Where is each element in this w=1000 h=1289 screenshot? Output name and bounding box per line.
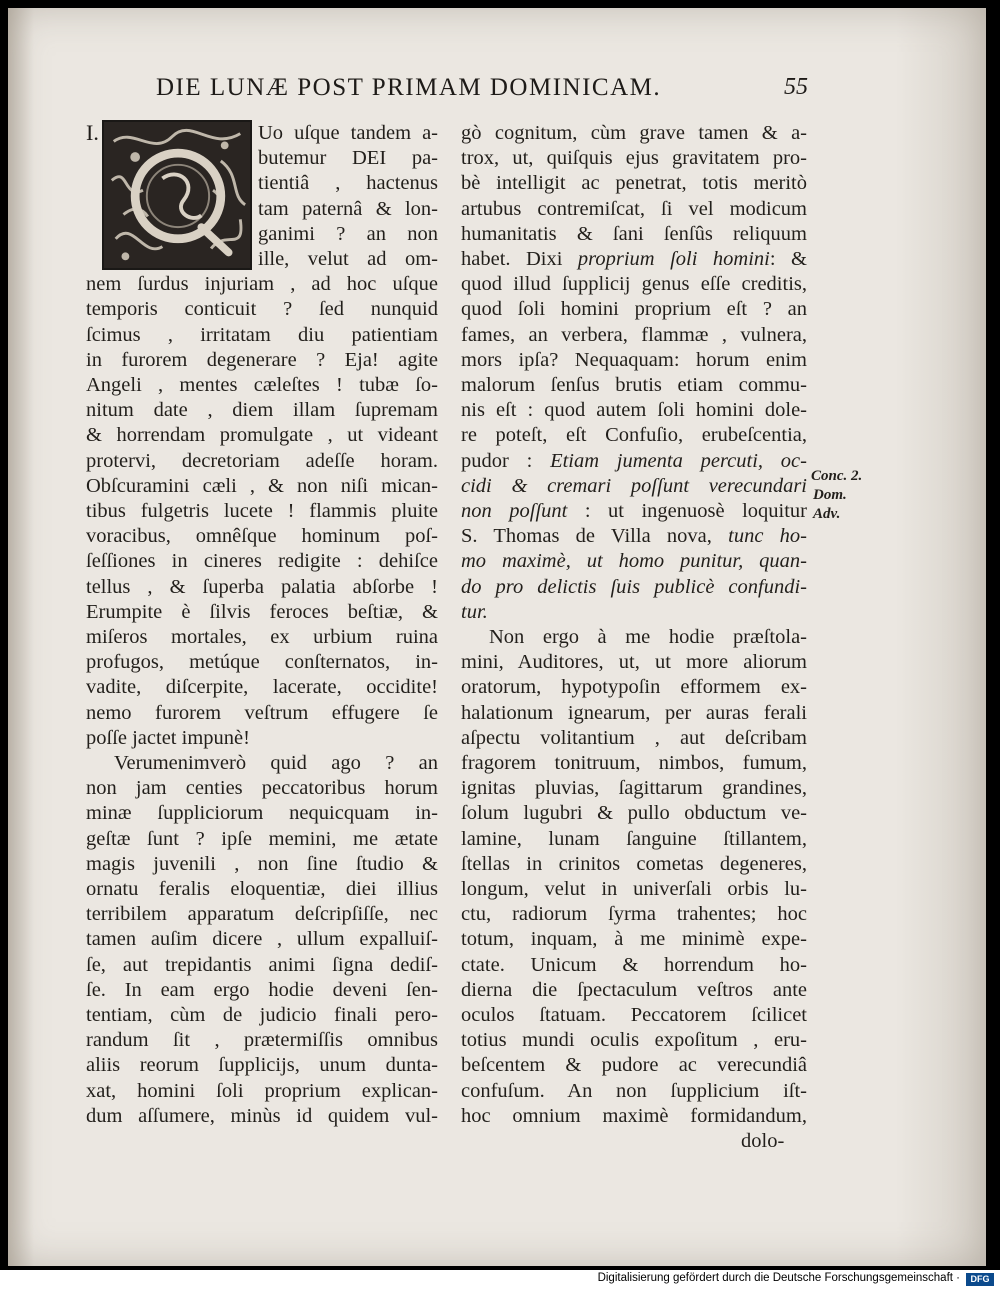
text-line bbox=[461, 448, 807, 474]
text-run: : & bbox=[769, 248, 807, 270]
text-line: tam paternâ & lon- bbox=[258, 197, 438, 220]
text-line bbox=[461, 926, 807, 952]
text-line: non jam centies peccatoribus horum bbox=[86, 777, 438, 800]
text-run: oratorum, hypotypoſin efformem ex- bbox=[461, 676, 807, 699]
text-line bbox=[461, 422, 807, 448]
text-line bbox=[461, 397, 807, 423]
text-line: ſe. In eam ergo hodie deveni ſen- bbox=[86, 978, 438, 1001]
text-line: Angeli , mentes cæleſtes ! tubæ ſo- bbox=[86, 374, 438, 396]
text-run: malorum ſenſus brutis etiam commu- bbox=[461, 374, 807, 396]
text-run: fames, an verbera, flammæ , vulnera, bbox=[461, 323, 807, 346]
text-line bbox=[741, 1128, 807, 1154]
text-line bbox=[461, 977, 807, 1003]
text-line bbox=[461, 599, 807, 625]
text-run: hoc omnium maximè formidandum, bbox=[461, 1104, 807, 1127]
text-line: miſeros mortales, ex urbium ruina bbox=[86, 626, 438, 648]
italic-run: mo maximè, ut homo punitur, quan- bbox=[461, 550, 807, 573]
text-run: artubus contremiſcat, ſi vel modicum bbox=[461, 197, 807, 220]
text-line: ſcimus , irritatam diu patientiam bbox=[86, 323, 438, 346]
running-title: DIE LUNÆ POST PRIMAM DOMINICAM. bbox=[156, 74, 662, 101]
text-line: nemo furorem veſtrum effugere ſe bbox=[86, 701, 438, 724]
text-line bbox=[461, 120, 807, 146]
text-line: geſtæ ſunt ? ipſe memini, me ætate bbox=[86, 827, 438, 850]
text-line bbox=[461, 952, 807, 978]
text-line: ſeſſiones in cineres redigite : dehiſce bbox=[86, 550, 438, 573]
text-run: humanitatis & ſani ſenſûs reliquum bbox=[461, 222, 807, 245]
running-header bbox=[8, 74, 986, 114]
text-line: tellus , & ſuperba palatia abſorbe ! bbox=[86, 575, 438, 598]
text-line: ſe, aut trepidantis animi ſigna dediſ- bbox=[86, 953, 438, 976]
section-number: I. bbox=[86, 120, 99, 145]
text-line bbox=[461, 901, 807, 927]
text-run: ignitas pluvias, ſagittarum grandines, bbox=[461, 777, 807, 800]
book-page bbox=[8, 8, 986, 1266]
text-line bbox=[461, 574, 807, 600]
text-line bbox=[461, 826, 807, 852]
text-run: Non ergo à me hodie præſtola- bbox=[489, 626, 807, 648]
text-run: beſcentem & pudore ac verecundiâ bbox=[461, 1054, 807, 1077]
text-run: gò cognitum, cùm grave tamen & a- bbox=[461, 122, 807, 144]
text-line bbox=[461, 246, 807, 272]
text-line: terribilem apparatum deſcripſiſſe, nec bbox=[86, 903, 438, 926]
text-run: : ut ingenuosè loquitur bbox=[567, 500, 807, 522]
text-line bbox=[461, 372, 807, 398]
text-run: mini, Auditores, ut, ut more aliorum bbox=[461, 651, 807, 674]
text-line bbox=[461, 1002, 807, 1028]
text-line: nitum date , diem illam ſupremam bbox=[86, 399, 438, 422]
text-line: ornatu feralis eloquentiæ, diei illius bbox=[86, 878, 438, 900]
text-line: tamen auſim dicere , ullum expalluiſ- bbox=[86, 928, 438, 951]
text-line bbox=[461, 347, 807, 373]
text-run: quod ſoli homini proprium eſt ? an bbox=[461, 298, 807, 321]
text-line: tentiam, cùm de judicio finali pero- bbox=[86, 1004, 438, 1026]
text-line: aliis reorum ſupplicijs, unum dunta- bbox=[86, 1054, 438, 1077]
margin-note-line: Adv. bbox=[813, 506, 841, 522]
text-run: S. Thomas de Villa nova, bbox=[461, 525, 729, 548]
text-line bbox=[461, 851, 807, 877]
dfg-logo-icon: DFG bbox=[966, 1273, 994, 1286]
text-run: dolo- bbox=[741, 1130, 785, 1152]
text-line: dum aſſumere, minùs id quidem vul- bbox=[86, 1104, 438, 1127]
text-run: habet. Dixi bbox=[461, 248, 578, 270]
text-run: re poteſt, eſt Confuſio, erubeſcentia, bbox=[461, 424, 807, 447]
text-line bbox=[461, 1078, 807, 1104]
text-line bbox=[461, 145, 807, 171]
text-run: oculos ſtatuam. Peccatorem ſcilicet bbox=[461, 1004, 807, 1026]
text-run: ctu, radiorum ſyrma trahentes; hoc bbox=[461, 903, 807, 926]
text-line: xat, homini ſoli proprium explican- bbox=[86, 1079, 438, 1102]
italic-run: non poſſunt bbox=[461, 500, 568, 522]
text-line: magis juvenili , non ſine ſtudio & bbox=[86, 852, 438, 875]
decorated-initial-q-icon bbox=[102, 120, 252, 270]
text-line bbox=[461, 1027, 807, 1053]
text-line: protervi, decretoriam adeſſe horam. bbox=[86, 449, 438, 472]
text-run: nis eſt : quod autem ſoli homini dole- bbox=[461, 399, 807, 422]
text-line: nem ſurdus injuriam , ad hoc uſque bbox=[86, 273, 438, 296]
text-line: randum ſit , prætermiſſis omnibus bbox=[86, 1029, 438, 1052]
text-run: dierna die ſpectaculum veſtros ante bbox=[461, 978, 807, 1001]
text-run: fragorem tonitruum, nimbos, fumum, bbox=[461, 752, 807, 774]
text-run: confuſum. An non ſupplicium iſt- bbox=[461, 1079, 807, 1102]
text-line: Obſcuramini cæli , & non niſi mican- bbox=[86, 474, 438, 497]
italic-run: Etiam jumenta percuti, oc- bbox=[550, 449, 807, 472]
text-line: & horrendam promulgate , ut videant bbox=[86, 424, 438, 447]
text-run: pudor : bbox=[461, 449, 551, 472]
margin-note-line: Conc. 2. bbox=[811, 468, 863, 484]
text-line bbox=[461, 1052, 807, 1078]
text-run: mors ipſa? Nequaquam: horum enim bbox=[461, 348, 807, 371]
italic-run: proprium ſoli homini bbox=[577, 248, 770, 270]
text-run: trox, ut, quiſquis ejus gravitatem pro- bbox=[461, 147, 807, 170]
text-line bbox=[461, 548, 807, 574]
text-line bbox=[461, 649, 807, 675]
text-line bbox=[461, 170, 807, 196]
margin-note-line: Dom. bbox=[813, 487, 847, 503]
text-line bbox=[461, 296, 807, 322]
text-line bbox=[461, 674, 807, 700]
text-line: in furorem degenerare ? Eja! agite bbox=[86, 348, 438, 371]
text-run: longum, velut in univerſali orbis lu- bbox=[461, 878, 807, 900]
text-line: ille, velut ad om- bbox=[258, 248, 438, 270]
text-run: bè intelligit ac penetrat, totis meritò bbox=[461, 172, 807, 195]
funding-notice: Digitalisierung gefördert durch die Deutsche Forschungsgemeinschaft · bbox=[597, 1272, 960, 1284]
text-line: tientiâ , hactenus bbox=[258, 172, 438, 195]
text-run: totius mundi oculis expoſitum , eru- bbox=[461, 1029, 807, 1052]
text-line bbox=[461, 750, 807, 776]
text-line: poſſe jactet impunè! bbox=[86, 726, 250, 749]
italic-run: tunc ho- bbox=[728, 525, 807, 548]
italic-run: cidi & cremari poſſunt verecundari bbox=[461, 474, 807, 497]
text-line: tibus fulgetris lucete ! flammis pluite bbox=[86, 500, 438, 522]
text-line bbox=[461, 700, 807, 726]
text-run: ſtellas in crinitos cometas degeneres, bbox=[461, 852, 807, 875]
text-line: Uo uſque tandem a- bbox=[258, 122, 438, 144]
text-line bbox=[461, 498, 807, 524]
page-number: 55 bbox=[784, 74, 808, 100]
text-run: quod illud ſupplicij genus eſſe creditis, bbox=[461, 273, 807, 296]
text-run: lamine, lunam ſanguine ſtillantem, bbox=[461, 827, 807, 850]
text-line bbox=[461, 322, 807, 348]
text-line bbox=[461, 221, 807, 247]
text-run: halationum ignearum, per auras ferali bbox=[461, 701, 807, 724]
text-line: temporis conticuit ? ſed nunquid bbox=[86, 298, 438, 321]
text-run: aſpectu volitantium , aut deſcribam bbox=[461, 726, 807, 749]
text-line: voracibus, omnêſque hominum poſ- bbox=[86, 525, 438, 548]
text-line: Erumpite è ſilvis feroces beſtiæ, & bbox=[86, 600, 438, 623]
italic-run: do pro delictis ſuis publicè confundi- bbox=[461, 575, 807, 598]
text-run: ctate. Unicum & horrendum ho- bbox=[461, 953, 807, 976]
text-line: minæ ſuppliciorum nequicquam in- bbox=[86, 802, 438, 825]
text-line bbox=[461, 196, 807, 222]
text-line bbox=[461, 775, 807, 801]
text-line: profugos, metúque conſternatos, in- bbox=[86, 651, 438, 674]
text-line bbox=[489, 624, 807, 650]
text-line bbox=[461, 523, 807, 549]
text-line bbox=[461, 271, 807, 297]
text-line: vadite, diſcerpite, lacerate, occidite! bbox=[86, 676, 438, 699]
text-line: butemur DEI pa- bbox=[258, 147, 438, 170]
text-line: Verumenimverò quid ago ? an bbox=[114, 752, 438, 774]
text-run: totum, inquam, à me minimè expe- bbox=[461, 928, 807, 951]
text-line bbox=[461, 725, 807, 751]
footer-bar bbox=[0, 1270, 1000, 1289]
italic-run: tur. bbox=[461, 600, 488, 623]
text-line bbox=[461, 876, 807, 902]
text-line: ganimi ? an non bbox=[258, 222, 438, 245]
text-line bbox=[461, 800, 807, 826]
text-line bbox=[461, 1103, 807, 1129]
text-run: ſolum lugubri & pullo obductum ve- bbox=[461, 802, 807, 825]
text-line bbox=[461, 473, 807, 499]
